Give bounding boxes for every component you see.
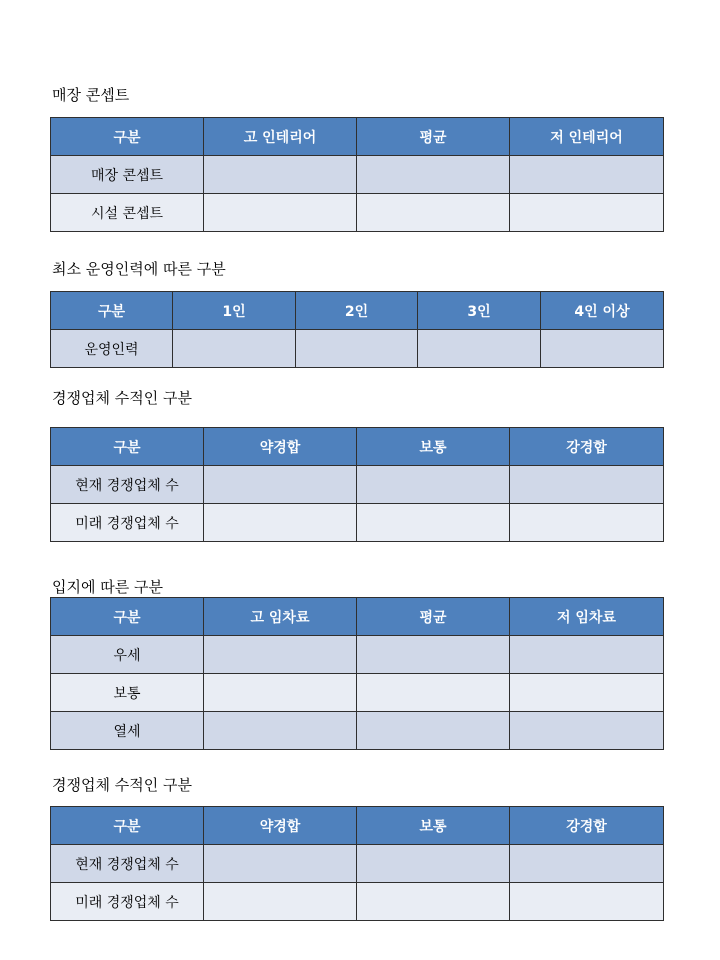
table-cell[interactable] <box>510 883 664 921</box>
header-cell: 평균 <box>357 118 510 156</box>
table-cell[interactable] <box>204 712 357 750</box>
table-row <box>51 712 664 750</box>
header-cell: 구분 <box>51 428 204 466</box>
table-row <box>51 674 664 712</box>
table-cell[interactable] <box>204 194 357 232</box>
table-cell[interactable] <box>204 156 357 194</box>
table-cell[interactable] <box>510 636 664 674</box>
header-cell: 강경합 <box>510 428 664 466</box>
row-label: 운영인력 <box>51 330 173 368</box>
table-cell[interactable] <box>204 845 357 883</box>
header-cell: 구분 <box>51 118 204 156</box>
header-cell: 약경합 <box>204 428 357 466</box>
table-header-row <box>51 598 664 636</box>
header-cell: 4인 이상 <box>541 292 664 330</box>
table-cell[interactable] <box>357 712 510 750</box>
header-cell: 3인 <box>418 292 541 330</box>
table-cell[interactable] <box>357 845 510 883</box>
table-cell[interactable] <box>173 330 296 368</box>
header-cell: 고 임차료 <box>204 598 357 636</box>
header-cell: 구분 <box>51 292 173 330</box>
header-cell: 구분 <box>51 598 204 636</box>
table-cell[interactable] <box>510 504 664 542</box>
table-cell[interactable] <box>357 636 510 674</box>
table-row <box>51 636 664 674</box>
table-cell[interactable] <box>204 674 357 712</box>
table-header-row <box>51 807 664 845</box>
table-header-row <box>51 428 664 466</box>
store-concept-table <box>50 117 664 232</box>
table-row <box>51 156 664 194</box>
header-cell: 강경합 <box>510 807 664 845</box>
row-label: 미래 경쟁업체 수 <box>51 504 204 542</box>
table-cell[interactable] <box>204 636 357 674</box>
row-label: 매장 콘셉트 <box>51 156 204 194</box>
table-row <box>51 330 664 368</box>
header-cell: 1인 <box>173 292 296 330</box>
header-cell: 저 인테리어 <box>510 118 664 156</box>
table-cell[interactable] <box>357 194 510 232</box>
header-cell: 보통 <box>357 428 510 466</box>
row-label: 현재 경쟁업체 수 <box>51 466 204 504</box>
table-cell[interactable] <box>357 504 510 542</box>
table-cell[interactable] <box>204 504 357 542</box>
table-cell[interactable] <box>418 330 541 368</box>
table-cell[interactable] <box>510 156 664 194</box>
table-cell[interactable] <box>357 674 510 712</box>
competitor-count-table-2 <box>50 806 664 921</box>
section-title-min-staff: 최소 운영인력에 따른 구분 <box>52 260 226 278</box>
section-title-location: 입지에 따른 구분 <box>52 578 163 596</box>
table-row <box>51 883 664 921</box>
table-row <box>51 845 664 883</box>
table-header-row <box>51 118 664 156</box>
header-cell: 약경합 <box>204 807 357 845</box>
section-title-competitor-count: 경쟁업체 수적인 구분 <box>52 389 192 407</box>
row-label: 시설 콘셉트 <box>51 194 204 232</box>
header-cell: 고 인테리어 <box>204 118 357 156</box>
row-label: 미래 경쟁업체 수 <box>51 883 204 921</box>
section-title-store-concept: 매장 콘셉트 <box>52 86 130 104</box>
table-cell[interactable] <box>510 194 664 232</box>
row-label: 현재 경쟁업체 수 <box>51 845 204 883</box>
table-cell[interactable] <box>510 712 664 750</box>
table-row <box>51 466 664 504</box>
table-cell[interactable] <box>541 330 664 368</box>
location-table <box>50 597 664 750</box>
table-cell[interactable] <box>357 466 510 504</box>
header-cell: 구분 <box>51 807 204 845</box>
table-row <box>51 194 664 232</box>
header-cell: 2인 <box>296 292 418 330</box>
table-cell[interactable] <box>296 330 418 368</box>
row-label: 열세 <box>51 712 204 750</box>
min-staff-table <box>50 291 664 368</box>
table-cell[interactable] <box>357 156 510 194</box>
header-cell: 평균 <box>357 598 510 636</box>
header-cell: 보통 <box>357 807 510 845</box>
table-cell[interactable] <box>357 883 510 921</box>
row-label: 보통 <box>51 674 204 712</box>
competitor-count-table <box>50 427 664 542</box>
table-cell[interactable] <box>510 466 664 504</box>
table-cell[interactable] <box>204 466 357 504</box>
section-title-competitor-count-2: 경쟁업체 수적인 구분 <box>52 776 192 794</box>
table-cell[interactable] <box>204 883 357 921</box>
row-label: 우세 <box>51 636 204 674</box>
table-header-row <box>51 292 664 330</box>
header-cell: 저 임차료 <box>510 598 664 636</box>
table-row <box>51 504 664 542</box>
table-cell[interactable] <box>510 845 664 883</box>
table-cell[interactable] <box>510 674 664 712</box>
